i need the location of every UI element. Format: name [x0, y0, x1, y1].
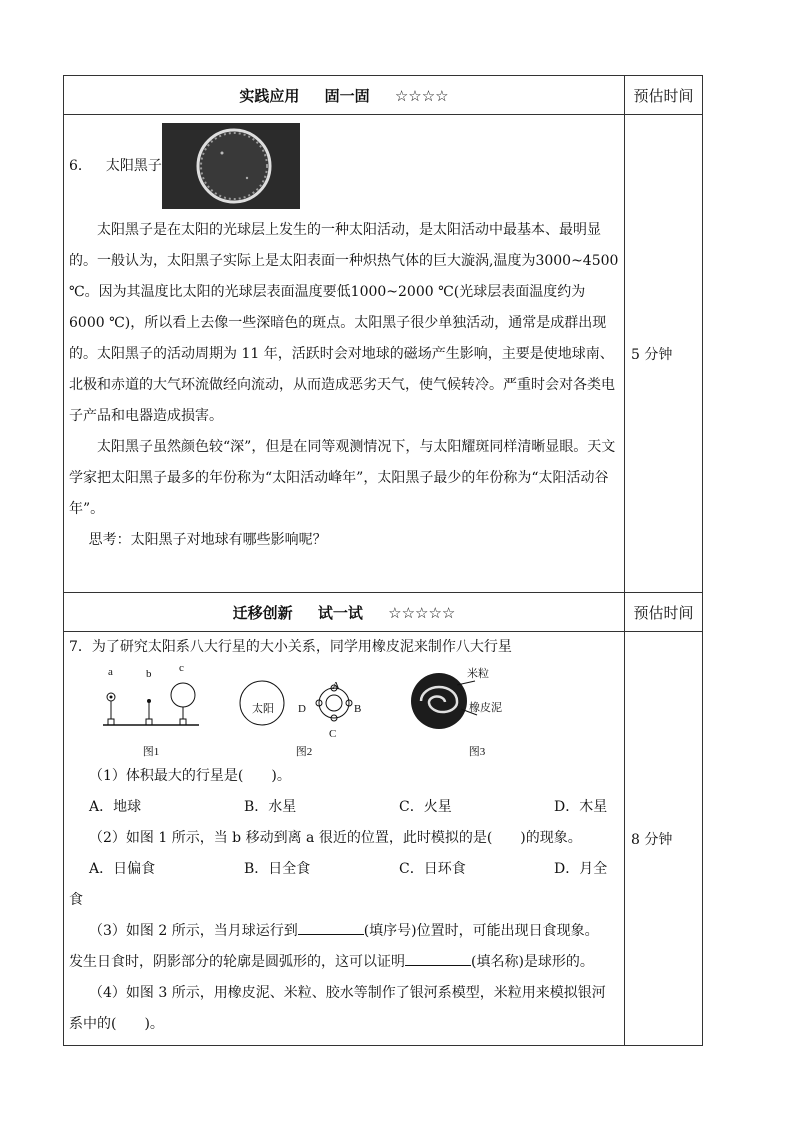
fig2-label-B: B [354, 703, 362, 715]
worksheet-table [63, 75, 703, 1046]
q7-content [64, 632, 625, 1046]
fig2-caption: 图2 [295, 746, 313, 758]
q7-sub2-option-c: C．日环食 [399, 861, 466, 877]
section1-header [64, 76, 625, 115]
q7-sub4: （4）如图 3 所示，用橡皮泥、米粒、胶水等制作了银河系模型，米粒用来模拟银河系中的( )。 [69, 985, 606, 1032]
section2-header [64, 593, 625, 632]
fig2-label-C: C [329, 728, 337, 740]
q6-label: 太阳黑子 [105, 157, 162, 174]
q7-sub3-blank-2[interactable] [405, 949, 471, 966]
fig1-caption: 图1 [142, 746, 160, 758]
fig2-label-A: A [332, 680, 340, 692]
fig3-caption: 图3 [468, 746, 486, 758]
fig1-label-c: c [179, 662, 184, 674]
figure-1 [91, 662, 211, 759]
q7-sub2-option-d: D．月全 [554, 861, 608, 877]
q7-sub2-option-a: A．日偏食 [89, 861, 156, 877]
q6-heading [69, 123, 619, 209]
section1-subtitle: 固一固 [324, 86, 370, 105]
q7-sub2-wrap: 食 [69, 892, 83, 908]
q7-figures [69, 662, 619, 759]
figure-2 [229, 671, 379, 759]
section2-title: 迁移创新 [232, 603, 293, 622]
fig3-label-rice: 米粒 [467, 668, 489, 680]
section1-title: 实践应用 [239, 86, 300, 105]
q7-sub2-options [69, 854, 619, 885]
section2-time-header: 预估时间 [625, 593, 703, 632]
q6-paragraph-2: 太阳黑子虽然颜色较“深”，但是在同等观测情况下，与太阳耀斑同样清晰显眼。天文学家把太阳黑子最多的年份称为“太阳活动峰年”，太阳黑子最少的年份称为“太阳活动谷年”。 [69, 439, 616, 517]
q7-sub1: （1）体积最大的行星是( )。 [89, 768, 291, 784]
q7-sub1-option-a: A．地球 [89, 799, 142, 815]
fig1-label-a: a [108, 666, 113, 678]
q7-stem: 7．为了研究太阳系八大行星的大小关系，同学用橡皮泥来制作八大行星 [69, 639, 512, 655]
q7-sub3-blank-1[interactable] [298, 918, 364, 935]
section2-subtitle: 试一试 [317, 603, 363, 622]
section2-time-value: 8 分钟 [625, 632, 703, 1046]
fig2-label-D: D [298, 703, 306, 715]
sunspot-photo [162, 123, 300, 209]
q6-number: 6． [69, 157, 92, 174]
q7-sub1-option-c: C．火星 [399, 799, 452, 815]
q7-sub2-option-b: B．日全食 [244, 861, 311, 877]
fig1-label-b: b [146, 668, 152, 680]
q7-sub3: （3）如图 2 所示，当月球运行到 (填序号)位置时，可能出现日食现象。 [69, 916, 619, 947]
q7-sub3-line2: 发生日食时，阴影部分的轮廓是圆弧形的，这可以证明 (填名称)是球形的。 [69, 947, 619, 978]
fig3-label-clay: 橡皮泥 [469, 702, 502, 714]
q6-content [64, 115, 625, 593]
q7-sub1-option-b: B．水星 [244, 799, 297, 815]
fig2-sun-label: 太阳 [252, 703, 274, 715]
figure-3 [397, 668, 557, 759]
section1-time-value: 5 分钟 [625, 115, 703, 593]
q6-think: 思考：太阳黑子对地球有哪些影响呢？ [88, 532, 327, 548]
q7-sub1-options [69, 792, 619, 823]
q7-sub1-option-d: D．木星 [554, 799, 608, 815]
section1-time-header: 预估时间 [625, 76, 703, 115]
q7-sub2: （2）如图 1 所示，当 b 移动到离 a 很近的位置，此时模拟的是( )的现象。 [89, 830, 582, 846]
section2-stars: ☆☆☆☆☆ [388, 603, 456, 622]
q6-paragraph-1: 太阳黑子是在太阳的光球层上发生的一种太阳活动，是太阳活动中最基本、最明显的。一般认为，太阳黑子实际上是太阳表面一种炽热气体的巨大漩涡,温度为3000~4500 ℃。因为其温度比太阳的光球层表面温度要低1000~2000 ℃(光球层表面温度约为 6000 ℃)，所以看上去像一些深暗色的斑点。太阳黑子很少单独活动，通常是成群出现的。太阳黑子的活动周期为 11 年，活跃时会对地球的磁场产生影响，主要是使地球南、北极和赤道的大气环流做经向流动，从而造成恶劣天气，使气候转冷。严重时会对各类电子产品和电器造成损害。 [69, 222, 619, 424]
section1-stars: ☆☆☆☆ [394, 86, 449, 105]
